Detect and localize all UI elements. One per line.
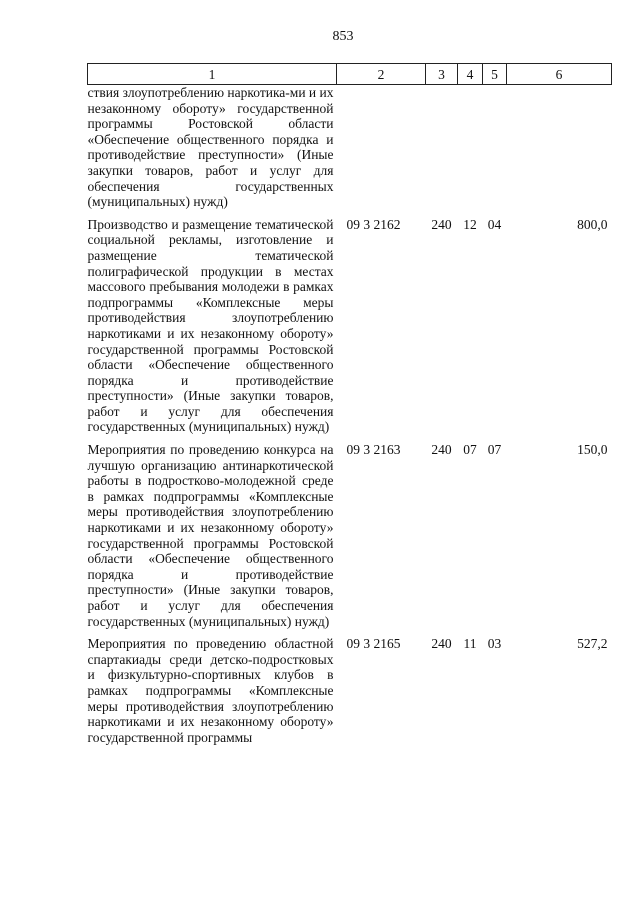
row-code: 09 3 2162 <box>346 216 401 232</box>
row-col5: 03 <box>487 636 502 652</box>
column-header-3: 3 <box>426 64 458 85</box>
row-col5 <box>483 85 507 217</box>
row-col3: 240 <box>431 216 452 232</box>
row-col3: 240 <box>431 442 452 458</box>
table-header-row <box>88 64 612 85</box>
column-header-6: 6 <box>507 64 612 85</box>
page-number: 853 <box>332 29 354 44</box>
row-description: Мероприятия по проведению областной спартакиады среди детско-подростковых и физкультурно-спортивных клубов в рамках подпрограммы «Комплексные меры противодействия злоупотреблению наркотиками и их незаконному обороту» государственной программы <box>87 636 334 745</box>
row-col4: 11 <box>463 636 477 652</box>
budget-table <box>87 63 612 745</box>
table-row <box>88 636 612 745</box>
row-col4: 07 <box>463 442 477 458</box>
column-header-5: 5 <box>483 64 507 85</box>
table-row <box>88 217 612 442</box>
row-col5: 04 <box>487 216 502 232</box>
column-header-4: 4 <box>458 64 483 85</box>
row-amount: 527,2 <box>577 636 608 652</box>
row-description: ствия злоупотреблению наркотика-ми и их незаконному обороту» государственной программы Ростовской области «Обеспечение общественного порядка и противодействие преступности» (Иные закупки товаров, работ и услуг для обеспечения государственных (муниципальных) нужд) <box>87 85 334 210</box>
row-amount: 800,0 <box>577 216 608 232</box>
row-description: Производство и размещение тематической социальной рекламы, изготовление и размещение тематической полиграфической продукции в местах массового пребывания молодежи в рамках подпрограммы «Комплексные меры противодействия злоупотреблению наркотиками и их незаконному обороту» государственной программы Ростовской области «Обеспечение общественного порядка и противодействие преступности» (Иные закупки товаров, работ и услуг для обеспечения государственных (муниципальных) нужд) <box>87 216 334 435</box>
row-code: 09 3 2163 <box>346 442 401 458</box>
row-amount <box>507 85 612 217</box>
row-col3 <box>426 85 458 217</box>
row-description: Мероприятия по проведению конкурса на лучшую организацию антинаркотической работы в подростково-молодежной среде в рамках подпрограммы «Комплексные меры противодействия злоупотреблению наркотиками и их незаконному обороту» государственной программы Ростовской области «Обеспечение общественного порядка и противодействие преступности» (Иные закупки товаров, работ и услуг для обеспечения государственных (муниципальных) нужд) <box>87 442 334 629</box>
row-col4: 12 <box>463 216 477 232</box>
table-row <box>88 85 612 217</box>
row-code <box>337 85 426 217</box>
row-code: 09 3 2165 <box>346 636 401 652</box>
row-col3: 240 <box>431 636 452 652</box>
table-row <box>88 442 612 636</box>
column-header-1: 1 <box>88 64 337 85</box>
row-col4 <box>458 85 483 217</box>
row-amount: 150,0 <box>577 442 608 458</box>
row-col5: 07 <box>487 442 502 458</box>
column-header-2: 2 <box>337 64 426 85</box>
